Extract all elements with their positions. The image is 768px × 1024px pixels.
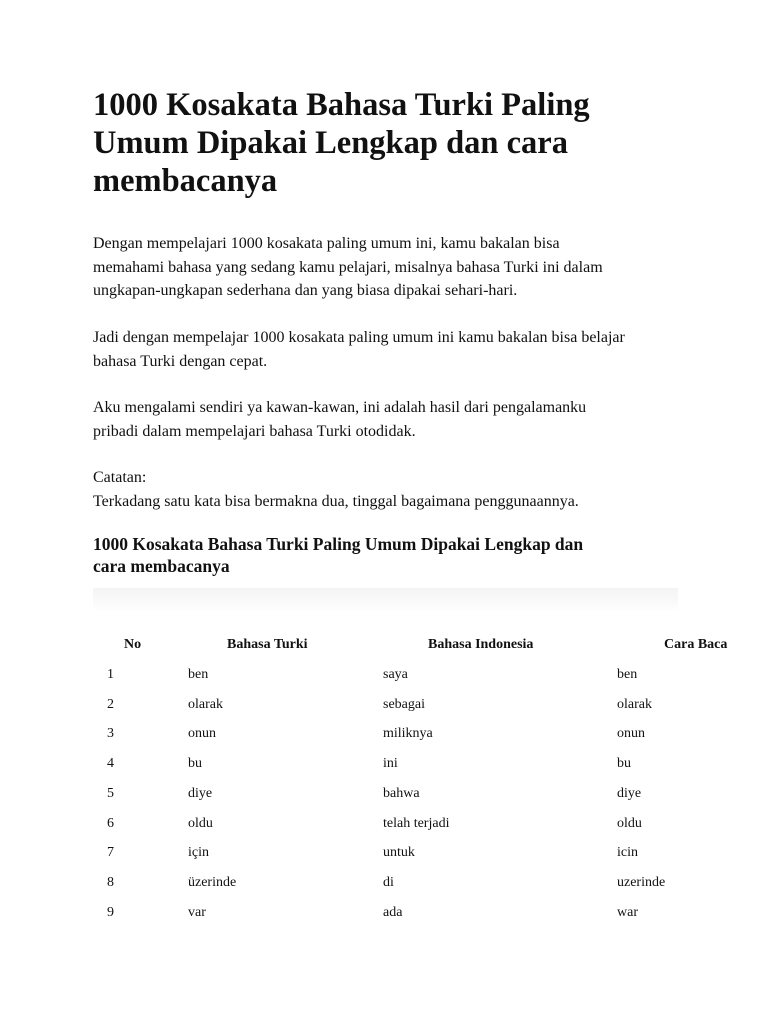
cell-cara-baca: olarak bbox=[617, 696, 652, 712]
cell-turki: diye bbox=[188, 785, 213, 801]
cell-no: 5 bbox=[107, 785, 114, 801]
cell-indonesia: saya bbox=[383, 667, 408, 682]
header-bahasa-turki: Bahasa Turki bbox=[227, 637, 308, 652]
paragraph-line: Aku mengalami sendiri ya kawan-kawan, ini adalah hasil dari pengalamanku bbox=[93, 399, 587, 416]
cell-indonesia: bahwa bbox=[383, 785, 420, 801]
intro-paragraph bbox=[93, 232, 693, 303]
cell-cara-baca: war bbox=[617, 904, 638, 920]
cell-indonesia: telah terjadi bbox=[383, 815, 450, 831]
note-text: Terkadang satu kata bisa bermakna dua, tinggal bagaimana penggunaannya. bbox=[93, 492, 579, 510]
cell-indonesia: di bbox=[383, 874, 394, 890]
note-paragraph bbox=[93, 466, 693, 513]
cell-no: 7 bbox=[107, 845, 114, 861]
paragraph-line: Jadi dengan mempelajar 1000 kosakata paling umum ini kamu bakalan bisa belajar bbox=[93, 329, 625, 346]
second-paragraph bbox=[93, 326, 693, 373]
table-top-shade bbox=[93, 588, 678, 612]
cell-turki: ben bbox=[188, 667, 209, 682]
title-line: 1000 Kosakata Bahasa Turki Paling bbox=[93, 87, 590, 123]
cell-turki: var bbox=[188, 904, 206, 920]
paragraph-line: pribadi dalam mempelajari bahasa Turki otodidak. bbox=[93, 422, 416, 440]
cell-turki: olarak bbox=[188, 696, 223, 712]
cell-turki: üzerinde bbox=[188, 874, 237, 890]
title-line: membacanya bbox=[93, 163, 278, 199]
note-label: Catatan: bbox=[93, 469, 147, 486]
third-paragraph bbox=[93, 396, 693, 443]
header-cara-baca: Cara Baca bbox=[664, 637, 728, 652]
page-title bbox=[93, 86, 653, 200]
cell-no: 8 bbox=[107, 874, 114, 890]
cell-cara-baca: ben bbox=[617, 667, 638, 682]
cell-indonesia: untuk bbox=[383, 845, 415, 861]
paragraph-line: memahami bahasa yang sedang kamu pelajari, misalnya bahasa Turki ini dalam bbox=[93, 258, 603, 276]
cell-no: 2 bbox=[107, 696, 114, 712]
cell-turki: için bbox=[188, 845, 209, 861]
cell-indonesia: sebagai bbox=[383, 696, 425, 712]
cell-turki: oldu bbox=[188, 815, 213, 831]
cell-turki: onun bbox=[188, 726, 216, 742]
cell-cara-baca: onun bbox=[617, 726, 645, 742]
cell-turki: bu bbox=[188, 756, 202, 772]
heading-line: 1000 Kosakata Bahasa Turki Paling Umum Dipakai Lengkap dan bbox=[93, 534, 584, 554]
paragraph-line: ungkapan-ungkapan sederhana dan yang biasa dipakai sehari-hari. bbox=[93, 282, 518, 299]
cell-indonesia: ada bbox=[383, 904, 403, 920]
cell-no: 3 bbox=[107, 726, 114, 742]
cell-no: 9 bbox=[107, 904, 114, 920]
section-heading bbox=[93, 533, 673, 577]
cell-cara-baca: diye bbox=[617, 785, 642, 801]
cell-indonesia: miliknya bbox=[383, 726, 433, 742]
cell-cara-baca: oldu bbox=[617, 815, 642, 831]
paragraph-line: Dengan mempelajari 1000 kosakata paling umum ini, kamu bakalan bisa bbox=[93, 235, 560, 252]
cell-cara-baca: uzerinde bbox=[617, 874, 666, 890]
heading-line: cara membacanya bbox=[93, 556, 230, 576]
title-line: Umum Dipakai Lengkap dan cara bbox=[93, 125, 568, 161]
cell-no: 1 bbox=[107, 667, 114, 682]
header-bahasa-indonesia: Bahasa Indonesia bbox=[428, 637, 534, 652]
cell-indonesia: ini bbox=[383, 756, 398, 772]
header-no: No bbox=[124, 637, 142, 652]
cell-cara-baca: bu bbox=[617, 756, 631, 772]
cell-cara-baca: icin bbox=[617, 845, 638, 861]
paragraph-line: bahasa Turki dengan cepat. bbox=[93, 352, 268, 370]
cell-no: 6 bbox=[107, 815, 114, 831]
cell-no: 4 bbox=[107, 756, 114, 772]
